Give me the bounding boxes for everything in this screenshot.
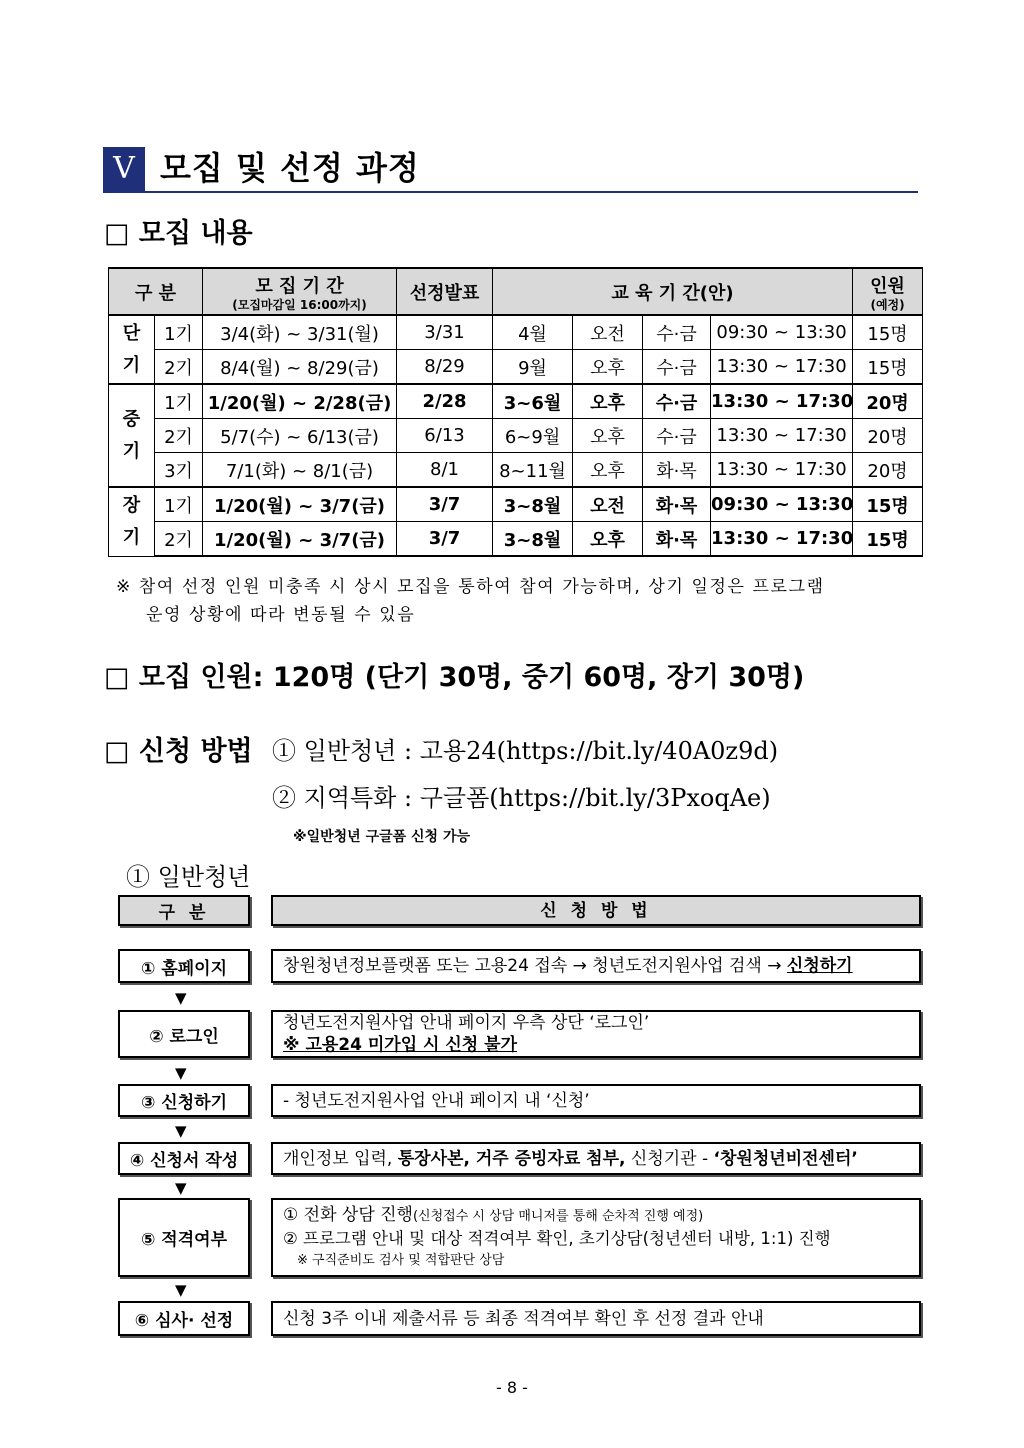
flow-step-eligibility-desc [271,1198,921,1277]
group-short: 단 기 [109,315,155,384]
flow-step-selection-label: ⑥ 심사· 선정 [118,1301,250,1336]
flow-header-left: 구 분 [118,895,250,926]
table-cell: 2기 [155,522,203,557]
table-cell: 8~11월 [493,453,573,488]
recruit-content-heading: □ 모집 내용 [104,218,253,249]
flow-step-apply-desc [271,1084,921,1117]
table-cell: 오후 [573,453,643,488]
table-cell: 1/20(월) ~ 3/7(금) [203,487,397,522]
flow-step-apply-label: ③ 신청하기 [118,1084,250,1117]
header-people [853,268,923,315]
page-number: - 8 - [496,1378,528,1397]
section-divider [103,191,918,193]
group-long: 장 기 [109,487,155,556]
table-cell: 오후 [573,350,643,385]
header-period [203,268,397,315]
flow-step-homepage-desc [271,949,921,983]
table-cell: 3~6월 [493,384,573,419]
flow-step-form-desc [271,1142,921,1175]
flow-step-form-label: ④ 신청서 작성 [118,1142,250,1175]
flow-step-homepage-apply: 신청하기 [786,956,853,976]
apply-line-general: ① 일반청년 : 고용24(https://bit.ly/40A0z9d) [272,737,779,765]
table-cell: 수·금 [643,419,711,453]
recruit-schedule-table [108,267,923,557]
table-cell: 3/7 [397,487,493,522]
section-title: 모집 및 선정 과정 [160,149,420,187]
header-edu: 교 육 기 간(안) [493,268,853,315]
table-cell: 20명 [853,419,923,453]
table-cell: 6~9월 [493,419,573,453]
table-cell: 13:30 ~ 17:30 [711,453,853,488]
flow-step-form-t2: 통장사본, 거주 증빙자료 첨부, [397,1148,626,1169]
table-cell: 화·목 [643,522,711,557]
flow-step-eligibility-line2: ② 프로그램 안내 및 대상 적격여부 확인, 초기상담(청년센터 내방, 1:1) 진행 [283,1228,831,1248]
schedule-note-line1: ※ 참여 선정 인원 미충족 시 상시 모집을 통하여 참여 가능하며, 상기 일정은 프로그램 [116,577,825,597]
table-cell: 3~8월 [493,487,573,522]
header-category: 구 분 [109,268,203,315]
header-people-main: 인원 [870,275,905,297]
table-cell: 2기 [155,350,203,385]
table-cell: 15명 [853,350,923,385]
table-cell: 수·금 [643,315,711,350]
flow-step-eligibility-label: ⑤ 적격여부 [118,1198,250,1277]
table-cell: 3/31 [397,315,493,350]
table-cell: 13:30 ~ 17:30 [711,384,853,419]
flow-step-form-t1: 개인정보 입력, [283,1148,398,1169]
table-cell: 5/7(수) ~ 6/13(금) [203,419,397,453]
flow-step-eligibility-line3: ※ 구직준비도 검사 및 적합판단 상담 [297,1252,505,1268]
table-cell: 1/20(월) ~ 2/28(금) [203,384,397,419]
flow-step-form-t3: 신청기관 - [625,1148,714,1169]
table-cell: 1/20(월) ~ 3/7(금) [203,522,397,557]
flow-step-login-label: ② 로그인 [118,1010,250,1058]
recruit-count-heading: □ 모집 인원: 120명 (단기 30명, 중기 60명, 장기 30명) [104,662,805,693]
header-people-sub: (예정) [870,297,905,312]
table-cell: 오전 [573,487,643,522]
flow-arrow-down-icon: ▼ [175,1122,187,1140]
table-cell: 9월 [493,350,573,385]
flow-arrow-down-icon: ▼ [175,1281,187,1299]
table-cell: 3/4(화) ~ 3/31(월) [203,315,397,350]
table-cell: 8/29 [397,350,493,385]
table-cell: 20명 [853,384,923,419]
table-cell: 09:30 ~ 13:30 [711,315,853,350]
section-number: V [103,147,145,191]
flow-step-login-desc [271,1010,921,1058]
flow-step-login-warning: ※ 고용24 미가입 시 신청 불가 [283,1035,517,1055]
table-cell: 3~8월 [493,522,573,557]
flow-step-eligibility-line1 [283,1204,909,1228]
table-cell: 오후 [573,384,643,419]
table-cell: 2/28 [397,384,493,419]
table-cell: 13:30 ~ 17:30 [711,350,853,385]
table-cell: 1기 [155,384,203,419]
table-cell: 수·금 [643,350,711,385]
flow-arrow-down-icon: ▼ [175,989,187,1007]
table-cell: 15명 [853,315,923,350]
apply-note: ※일반청년 구글폼 신청 가능 [293,829,470,845]
table-cell: 오후 [573,522,643,557]
table-cell: 8/1 [397,453,493,488]
table-cell: 화·목 [643,487,711,522]
header-period-sub: (모집마감일 16:00까지) [232,297,367,312]
table-cell: 8/4(월) ~ 8/29(금) [203,350,397,385]
table-cell: 15명 [853,522,923,557]
flow-step-selection-text: 신청 3주 이내 제출서류 등 최종 적격여부 확인 후 선정 결과 안내 [283,1308,764,1329]
table-cell: 20명 [853,453,923,488]
flow-step-eligibility-a1-sub: (신청접수 시 상담 매니저를 통해 순차적 진행 예정) [412,1208,704,1224]
flow-step-form-t4: ‘창원청년비전센터’ [713,1148,858,1169]
table-cell: 2기 [155,419,203,453]
table-cell: 1기 [155,315,203,350]
table-cell: 6/13 [397,419,493,453]
table-cell: 3기 [155,453,203,488]
flow-step-homepage-text [283,955,909,977]
flow-step-homepage-main: 창원청년정보플랫폼 또는 고용24 접속 → 청년도전지원사업 검색 → [283,956,787,976]
flow-step-apply-text: - 청년도전지원사업 안내 페이지 내 ‘신청’ [283,1090,590,1111]
table-cell: 1기 [155,487,203,522]
table-cell: 오전 [573,315,643,350]
flow-header-right: 신 청 방 법 [271,895,921,926]
table-cell: 4월 [493,315,573,350]
header-announce: 선정발표 [397,268,493,315]
flow-arrow-down-icon: ▼ [175,1064,187,1082]
table-cell: 화·목 [643,453,711,488]
group-mid: 중 기 [109,384,155,487]
flow-arrow-down-icon: ▼ [175,1179,187,1197]
flow-step-homepage-label: ① 홈페이지 [118,949,250,983]
table-cell: 13:30 ~ 17:30 [711,522,853,557]
flow-step-form-text [283,1148,909,1170]
table-cell: 09:30 ~ 13:30 [711,487,853,522]
flow-step-eligibility-a1: ① 전화 상담 진행 [283,1204,413,1225]
table-cell: 7/1(화) ~ 8/1(금) [203,453,397,488]
apply-line-regional: ② 지역특화 : 구글폼(https://bit.ly/3PxoqAe) [272,784,771,812]
header-period-main: 모 집 기 간 [255,275,344,297]
apply-heading: □ 신청 방법 [104,736,253,767]
table-cell: 15명 [853,487,923,522]
table-cell: 수·금 [643,384,711,419]
flow-step-selection-desc [271,1301,921,1336]
table-cell: 3/7 [397,522,493,557]
schedule-note-line2: 운영 상황에 따라 변동될 수 있음 [146,605,416,625]
flow-step-login-text: 청년도전지원사업 안내 페이지 우측 상단 ‘로그인’ [283,1013,650,1033]
table-cell: 오후 [573,419,643,453]
table-cell: 13:30 ~ 17:30 [711,419,853,453]
schedule-note [116,573,926,629]
general-youth-subheading: ① 일반청년 [126,863,251,891]
